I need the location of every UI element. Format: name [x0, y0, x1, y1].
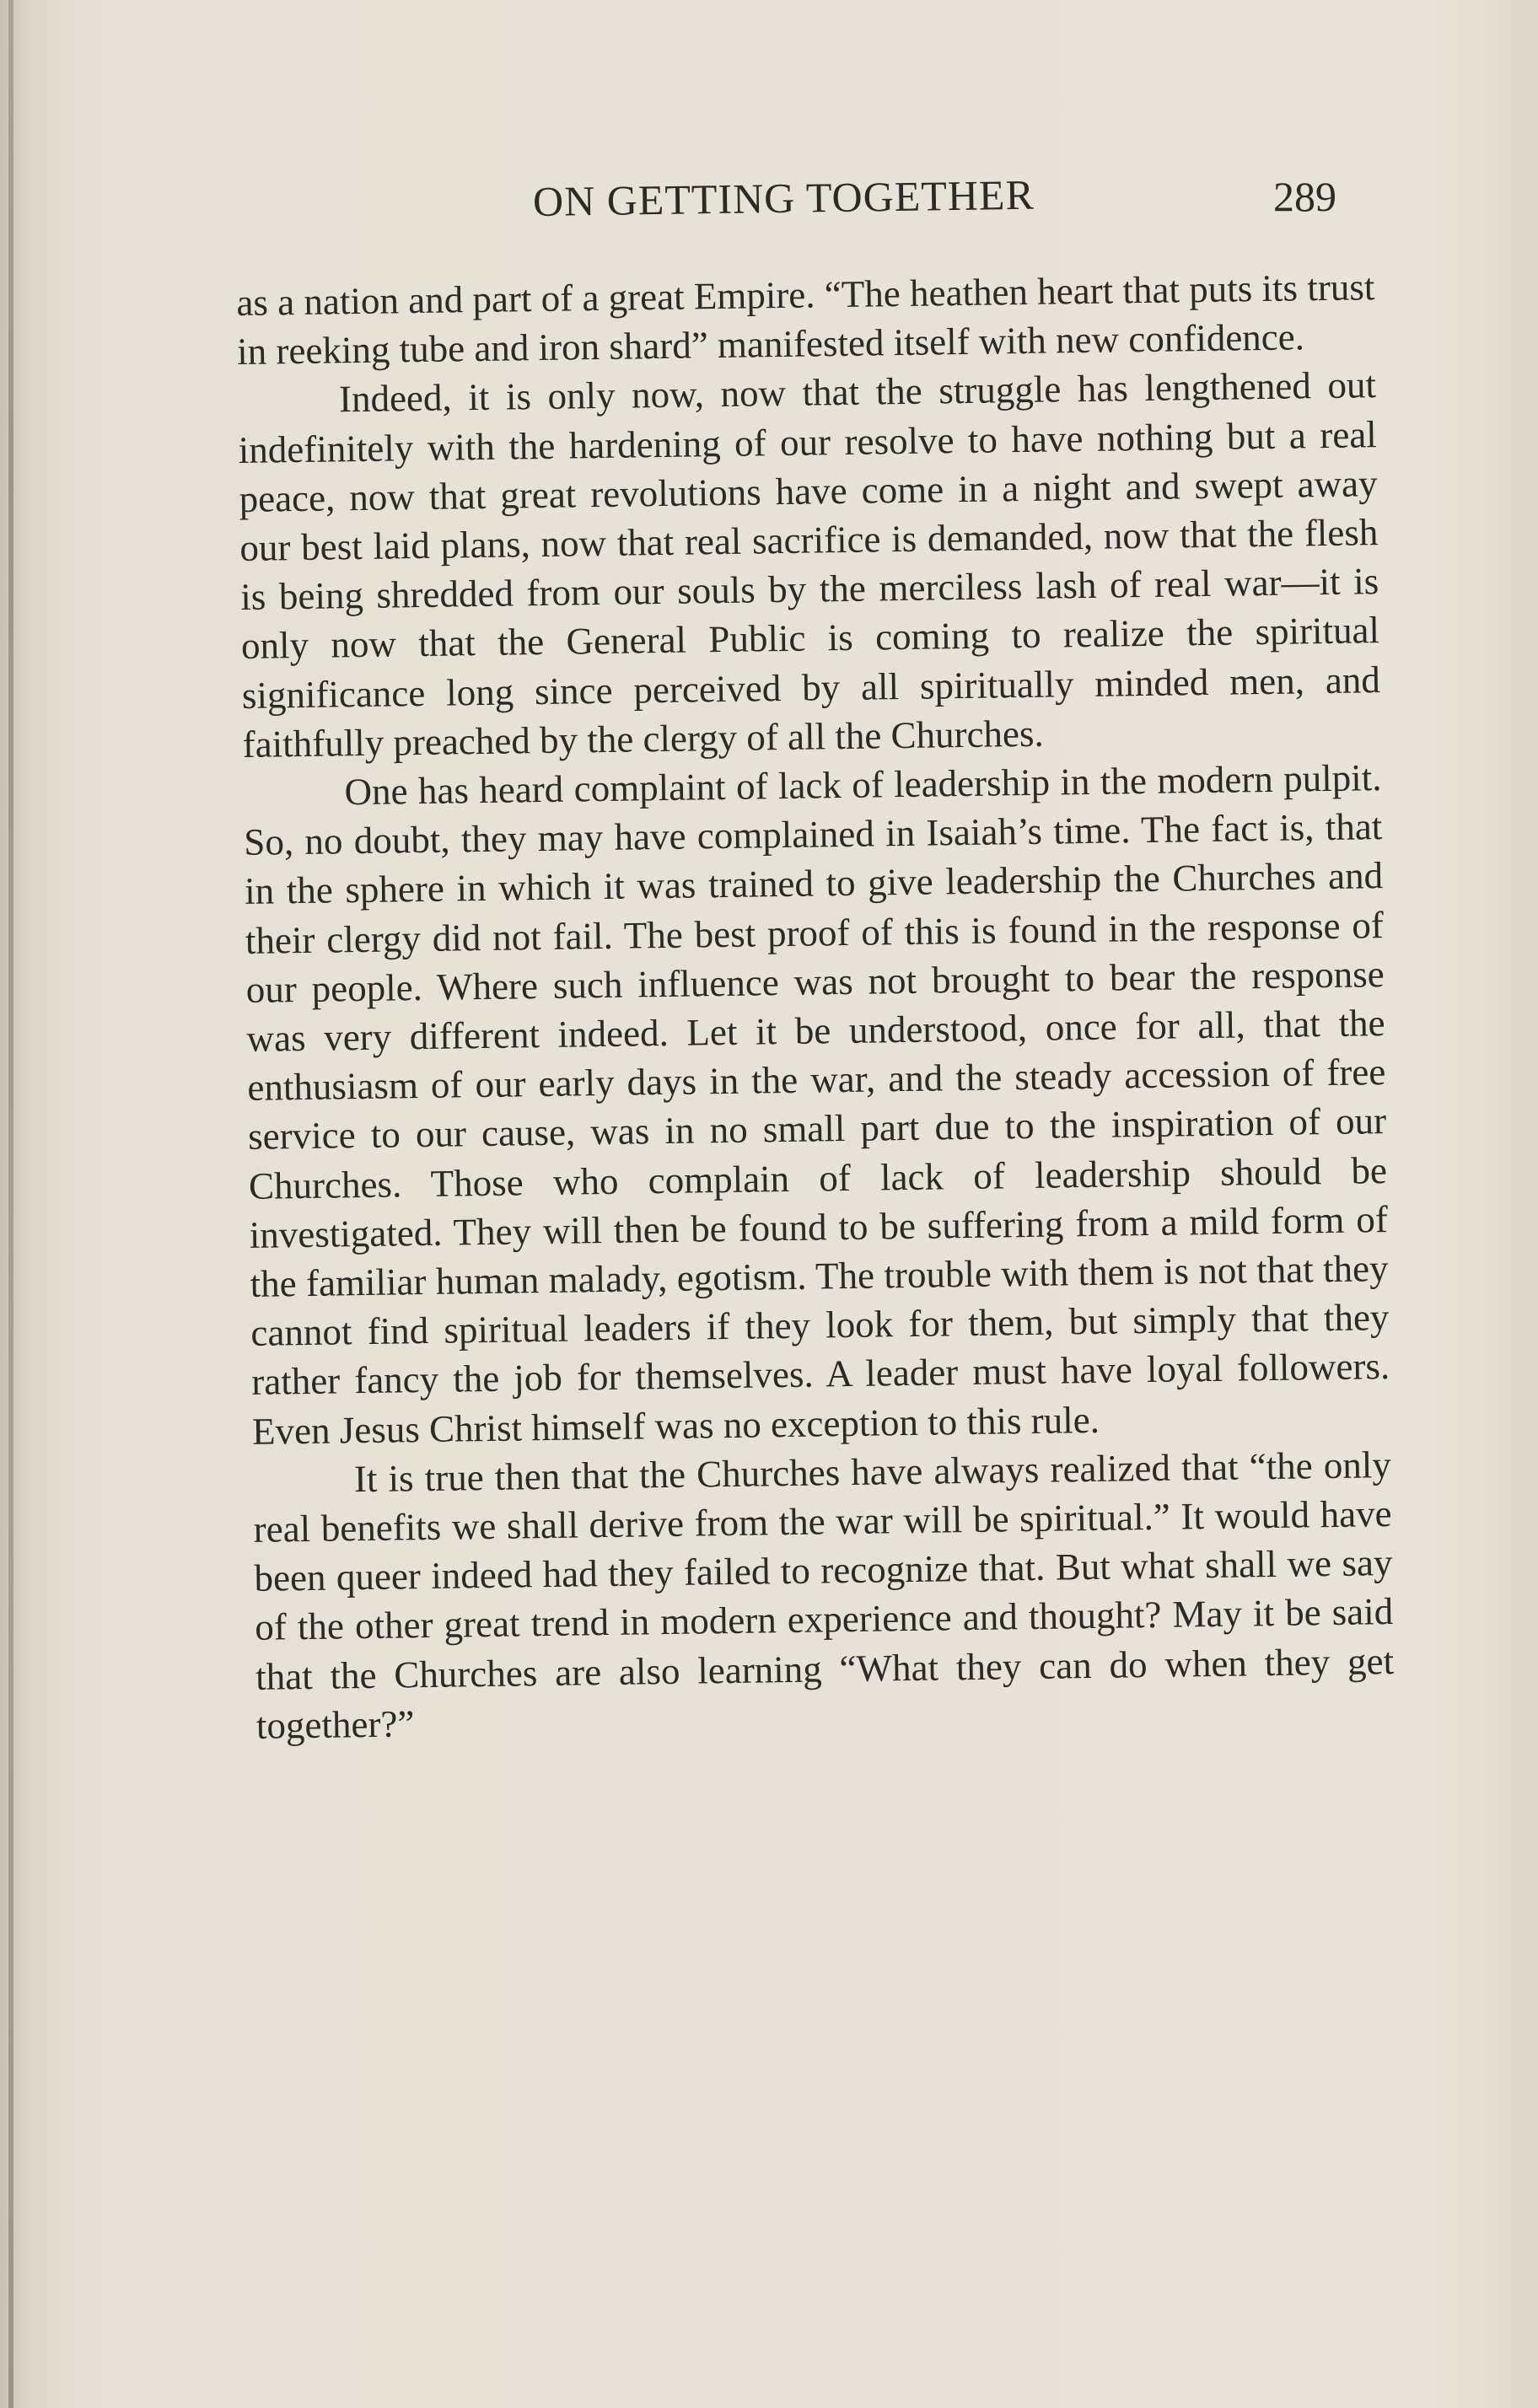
body-text — [236, 262, 1395, 1750]
page-header — [0, 170, 1538, 236]
paragraph: Indeed, it is only now, now that the struggle has lengthened out indefinitely with the hardening of our resolve to have nothing but a real peace, now that great revolutions have come in a night and swept away our best laid plans, now that real sacrifice is demanded, now that the flesh is being shredded from our souls by the merciless lash of real war—it is only now that the General Public is coming to realize the spiritual significance long since perceived by all spiritually minded men, and faithfully preached by the clergy of all the Churches. — [238, 363, 1381, 766]
paragraph: One has heard complaint of lack of leadership in the modern pulpit. So, no doubt, they may have complained in Isaiah’s time. The fact is, that in the sphere in which it was trained to give leadership the Churches and their clergy did not fail. The best proof of this is found in the response of our people. Where such influence was not brought to bear the response was very different indeed. Let it be understood, once for all, that the enthusiasm of our early days in the war, and the steady accession of free service to our cause, was in no small part due to the inspiration of our Churches. Those who complain of lack of leadership should be investigated. They will then be found to be suffering from a mild form of the familiar human malady, egotism. The trouble with them is not that they cannot find spiritual leaders if they look for them, but simply that they rather fancy the job for themselves. A leader must have loyal followers. Even Jesus Christ himself was no exception to this rule. — [243, 756, 1390, 1453]
page-number: 289 — [1273, 173, 1336, 220]
paragraph: It is true then that the Churches have always realized that “the only real benefits we shall derive from the war will be spiritual.” It would have been queer indeed had they failed to recognize that. But what shall we say of the other great trend in modern experience and thought? May it be said that the Churches are also learning “What they can do when they get together?” — [253, 1443, 1395, 1747]
page-spine-edge — [8, 0, 13, 2408]
paragraph-continued: as a nation and part of a great Empire. “The heathen heart that puts its trust in reeking tube and iron shard” manifested itself with new confidence. — [236, 266, 1375, 374]
running-title: ON GETTING TOGETHER — [532, 170, 1035, 225]
